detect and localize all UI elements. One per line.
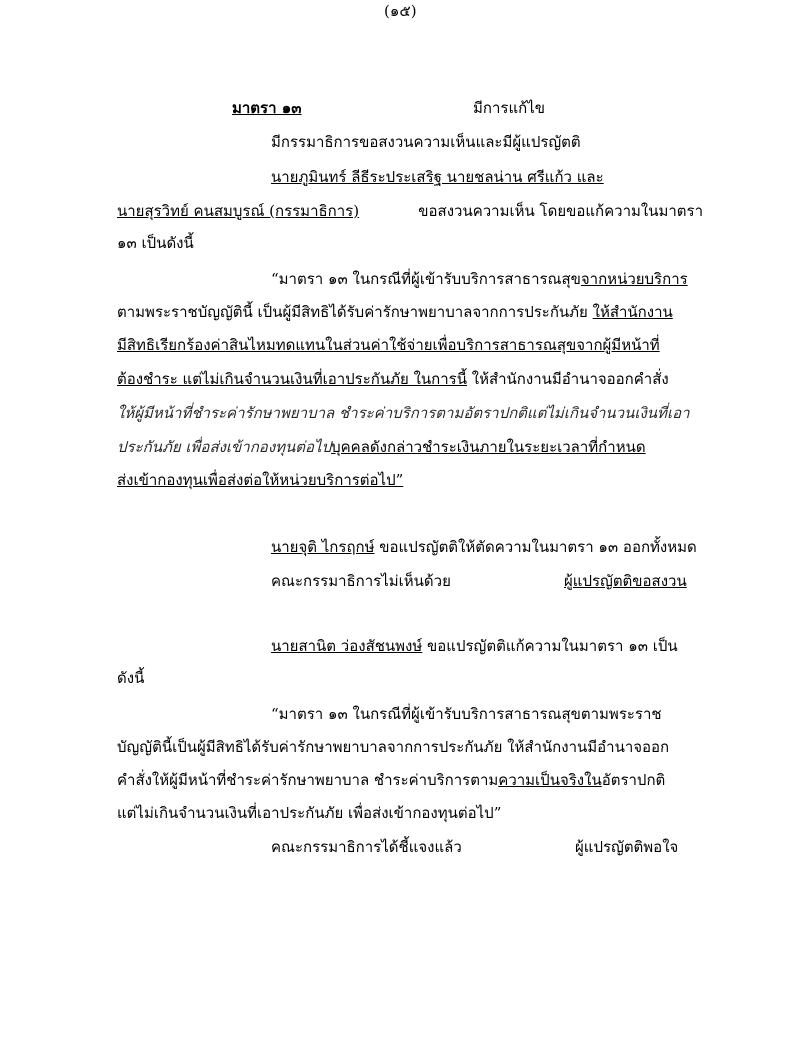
quote-one-line-7: ส่งเข้ากองทุนเพื่อส่งต่อให้หน่วยบริการต่อไป” <box>117 471 404 489</box>
amendment-sanit-name: นายสานิต ว่องสัชนพงษ์ <box>271 637 423 655</box>
members-line-2 <box>117 204 703 219</box>
amendment-sanit-result: ผู้แปรญัตติพอใจ <box>575 838 679 856</box>
quote-one-line-6: ประกันภัย เพื่อส่งเข้ากองทุนต่อไปบุคคลดังกล่าวชำระเงินภายในระยะเวลาที่กำหนด <box>117 438 646 456</box>
amendment-sanit-line-2: ดังนี้ <box>117 669 145 687</box>
members-line-1: นายภูมินทร์ ลีธีระประเสริฐ นายชลน่าน ศรีแก้ว และ <box>271 168 604 186</box>
quote-one-line-2: ตามพระราชบัญญัตินี้ เป็นผู้มีสิทธิได้รับค่ารักษาพยาบาลจากการประกันภัย ให้สำนักงาน <box>117 303 673 321</box>
amendment-jutti-result: ผู้แปรญัตติขอสงวน <box>564 572 687 590</box>
quote-one-line-3: มีสิทธิเรียกร้องค่าสินไหมทดแทนในส่วนค่าใช้จ่ายเพื่อบริการสาธารณสุขจากผู้มีหน้าที่ <box>117 336 660 354</box>
section-status: มีการแก้ไข <box>473 99 545 117</box>
quote-one-line-1: “มาตรา ๑๓ ในกรณีที่ผู้เข้ารับบริการสาธารณสุขจากหน่วยบริการ <box>271 270 688 288</box>
quote-one-line-5-struck: ให้ผู้มีหน้าที่ชำระค่ารักษาพยาบาล ชำระค่าบริการตามอัตราปกติแต่ไม่เกินจำนวนเงินที่เอา <box>117 404 690 422</box>
quote-two-line-1: “มาตรา ๑๓ ในกรณีที่ผู้เข้ารับบริการสาธารณสุขตามพระราช <box>271 705 662 723</box>
page-number: (๑๕) <box>384 2 417 20</box>
quote-two-line-2: บัญญัตินี้เป็นผู้มีสิทธิได้รับค่ารักษาพยาบาลจากการประกันภัย ให้สำนักงานมีอำนาจออก <box>117 738 670 756</box>
amendment-jutti-line-1: นายจุติ ไกรฤกษ์ ขอแปรญัตติให้ตัดความในมาตรา ๑๓ ออกทั้งหมด <box>271 538 697 556</box>
amendment-jutti-name: นายจุติ ไกรฤกษ์ <box>271 538 375 556</box>
section-title: มาตรา ๑๓ <box>232 99 302 117</box>
members-line-3: ๑๓ เป็นดังนี้ <box>117 234 194 252</box>
quote-two-line-3: คำสั่งให้ผู้มีหน้าที่ชำระค่ารักษาพยาบาล ชำระค่าบริการตามความเป็นจริงในอัตราปกติ <box>117 771 666 789</box>
amendment-sanit-committee: คณะกรรมาธิการได้ชี้แจงแล้ว <box>271 838 462 856</box>
members-committee: นายสุรวิทย์ คนสมบูรณ์ (กรรมาธิการ) <box>117 202 360 220</box>
members-request: ขอสงวนความเห็น โดยขอแก้ความในมาตรา <box>418 202 703 220</box>
amendment-jutti-committee: คณะกรรมาธิการไม่เห็นด้วย <box>271 572 451 590</box>
quote-one-line-4: ต้องชำระ แต่ไม่เกินจำนวนเงินที่เอาประกันภัย ในการนี้ ให้สำนักงานมีอำนาจออกคำสั่ง <box>117 370 669 388</box>
committee-note: มีกรรมาธิการขอสงวนความเห็นและมีผู้แปรญัตติ <box>271 133 581 151</box>
quote-two-line-4: แต่ไม่เกินจำนวนเงินที่เอาประกันภัย เพื่อส่งเข้ากองทุนต่อไป” <box>117 804 502 822</box>
amendment-sanit-line-1: นายสานิต ว่องสัชนพงษ์ ขอแปรญัตติแก้ความในมาตรา ๑๓ เป็น <box>271 637 678 655</box>
